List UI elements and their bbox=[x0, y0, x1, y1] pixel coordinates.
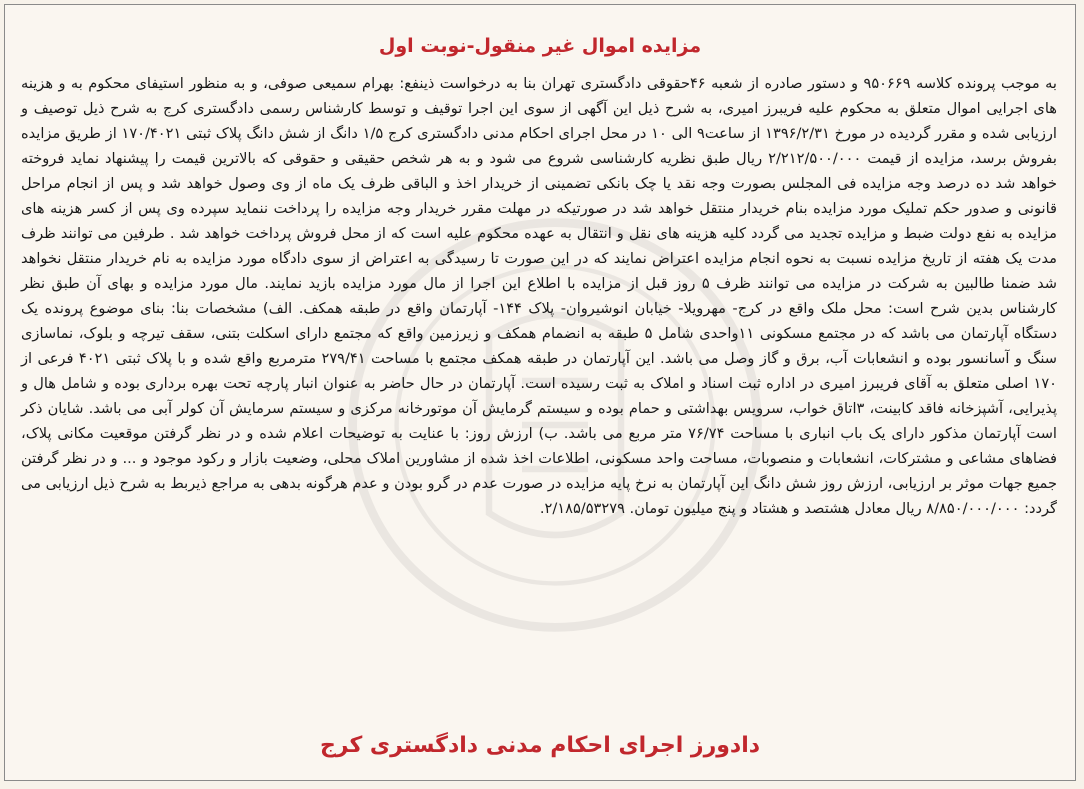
notice-title: مزایده اموال غیر منقول-نوبت اول bbox=[378, 35, 702, 57]
notice-body: به موجب پرونده کلاسه ۹۵۰۶۶۹ و دستور صادره از شعبه ۴۶حقوقی دادگستری تهران بنا به درخواست ذینفع: بهرام سمیعی صوفی، و به منظور استیفای محکوم به و هزینه های اجرایی اموال متعلق به محکوم علیه فریبرز امیری، به شرح ذیل این آگهی از سوی این اجرا توقیف و توسط کارشناس رسمی دادگستری کرج به شرح ذیل توصیف و ارزیابی شده و مقرر گردیده در مورخ ۱۳۹۶/۲/۳۱ از ساعت۹ الی ۱۰ در محل اجرای احکام مدنی دادگستری کرج ۱/۵ دانگ از شش دانگ پلاک ثبتی ۱۷۰/۴۰۲۱ از طریق مزایده بفروش برسد، مزایده از قیمت ۲/۲۱۲/۵۰۰/۰۰۰ ریال طبق نظریه کارشناسی شروع می شود و به هر شخص حقیقی و حقوقی که بالاترین قیمت را پیشنهاد نماید فروخته خواهد شد ده درصد وجه مزایده فی المجلس بصورت وجه نقد یا چک بانکی تضمینی از خریدار اخذ و الباقی ظرف یک ماه از وی وصول خواهد شد و پس از انجام مراحل قانونی و صدور حکم تملیک مورد مزایده بنام خریدار منتقل خواهد شد در صورتیکه در مهلت مقرر خریدار وجه مزایده را پرداخت ننماید سپرده وی پس از کسر هزینه های مزایده به نفع دولت ضبط و مزایده تجدید می گردد کلیه هزینه های نقل و انتقال به عهده محکوم علیه است که از محل فروش پرداخت خواهد شد . طرفین می توانند ظرف مدت یک هفته از تاریخ مزایده نسبت به نحوه انجام مزایده اعتراض نمایند که در این صورت تا رسیدگی به اعتراض از سوی دادگاه مورد مزایده به نام خریدار منتقل نخواهد شد ضمنا طالبین به شرکت در مزایده می توانند ظرف ۵ روز قبل از مزایده با اطلاع این اجرا از مال مورد مزایده بازید نمایند. مال مورد مزایده و بهای آن طبق نظر کارشناس بدین شرح است: محل ملک واقع در کرج- مهرویلا- خیابان انوشیروان- پلاک ۱۴۴- آپارتمان واقع در طبقه همکف. الف) مشخصات بنا: بنای موضوع پرونده یک دستگاه آپارتمان می باشد که در مجتمع مسکونی ۱۱واحدی شامل ۵ طبقه به انضمام همکف و زیرزمین واقع که مجتمع دارای اسکلت بتنی، سقف تیرچه و بلوک، نماسازی سنگ و آسانسور بوده و انشعابات آب، برق و گاز وصل می باشد. این آپارتمان در طبقه همکف مجتمع با مساحت ۲۷۹/۴۱ مترمربع واقع شده و با پلاک ثبتی ۴۰۲۱ فرعی از ۱۷۰ اصلی متعلق به آقای فریبرز امیری در اداره ثبت اسناد و املاک به ثبت رسیده است. آپارتمان در حال حاضر به عنوان انبار پارچه تحت بهره برداری بوده و شامل هال و پذیرایی، آشپزخانه فاقد کابینت، ۳اتاق خواب، سرویس بهداشتی و حمام بوده و سیستم گرمایش آن موتورخانه مرکزی و سیستم سرمایش آن کولر آبی می باشد. شایان ذکر است آپارتمان مذکور دارای یک باب انباری با مساحت ۷۶/۷۴ متر مربع می باشد. ب) ارزش روز: با عنایت به توضیحات اعلام شده و در نظر گرفتن موقعیت مکانی پلاک، فضاهای مشاعی و مشترکات، انشعابات و منصوبات، مساحت واحد مسکونی، اطلاعات اخذ شده از مشاورین املاک محلی، وضعیت بازار و رکود موجود و ... و در نظر گرفتن جمیع جهات موثر بر ارزیابی، ارزش روز شش دانگ این آپارتمان به نرخ پایه مزایده در صورت عدم در گرو بودن و عدم هرگونه بدهی به مراجع ذیربط به شرح ذیل ارزیابی می گردد: ۸/۸۵۰/۰۰۰/۰۰۰ ریال معادل هشتصد و هشتاد و پنج میلیون تومان. ۲/۱۸۵/۵۳۲۷۹. bbox=[21, 75, 1058, 517]
notice-signature: دادورز اجرای احکام مدنی دادگستری کرج bbox=[319, 733, 761, 758]
notice-panel bbox=[4, 4, 1076, 781]
